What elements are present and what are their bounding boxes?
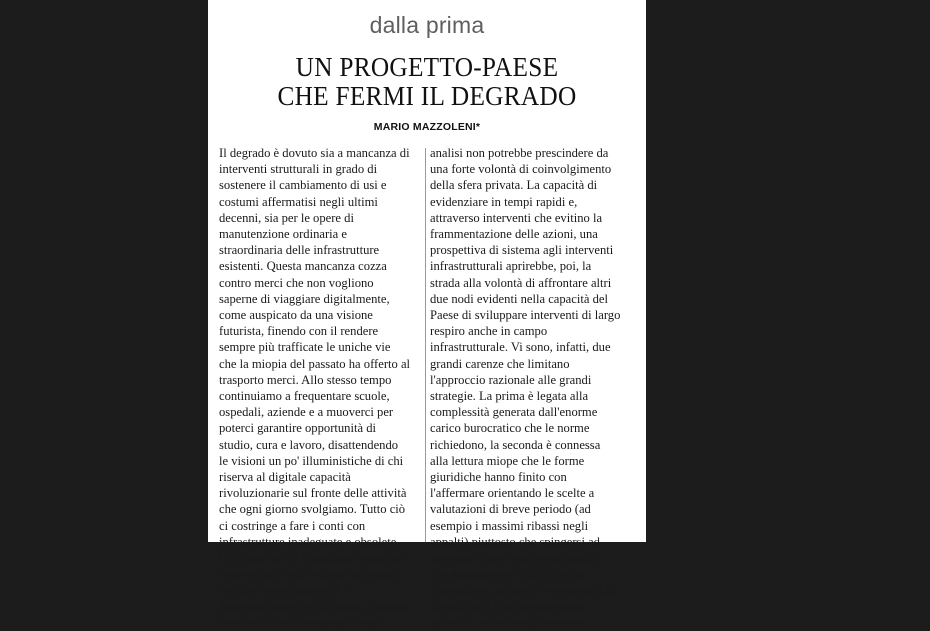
article-text-line: scenario, la cui complessità non [219,615,380,630]
newspaper-page [208,0,646,630]
article-text-line: Paese di sviluppare interventi di largo [430,308,621,323]
article-text-line: due nodi evidenti nella capacità del [430,291,608,306]
article-text-line: Il degrado è dovuto sia a mancanza di [219,146,410,160]
section-kicker: dalla prima [369,12,485,38]
article-text-line: sempre più trafficate le uniche vie [219,340,391,355]
article-text-line: grandi carenze che limitano [430,356,570,371]
article-text-line: evidenziare in tempi rapidi e, [430,194,578,209]
article-text-line: valutazioni di breve periodo (ad [430,502,591,517]
byline: MARIO MAZZOLENI* [373,121,481,133]
article-text-line: giuridiche hanno finito con [430,470,567,485]
article-text-line: saperne di viaggiare digitalmente, [219,291,390,306]
article-text-line: l'approccio razionale alle grandi [430,372,592,387]
article-text-line: come auspicato da una visione [219,308,373,323]
article-text-line: contro merci che non vogliono [219,275,374,290]
article-text-line: una forte volontà di coinvolgimento [430,162,612,177]
headline-line: UN PROGETTO-PAESE [295,51,559,82]
article-column-right [430,145,636,631]
article-text-line: richiedono, la seconda è connessa [430,437,601,452]
article-text-line: crepe sempre più evidenti o, peggio, [219,567,402,582]
article-text-line: infrastrutture inadeguate e obsolete. [219,534,400,549]
article-text-line: strategie. La prima è legata alla [430,389,589,404]
article-text-line: esempio i massimi ribassi negli [430,518,589,533]
article-text-line: assegnare opere attraverso analisi [430,551,599,566]
article-text-line: straordinaria delle infrastrutture [219,243,380,258]
article-text-line: Le strade su cui viaggiamo mostrano [219,551,405,566]
article-text-line: appalti) piuttosto che spingersi ad [430,534,600,549]
article-text-line: infrastrutturali aprirebbe, poi, la [430,259,592,274]
article-text-line: ci costringe a fare i conti con [219,518,366,533]
article-text-line: complessità generata dall'enorme [430,405,598,420]
article-text-line: l'affermare orientando le scelte a [430,486,595,501]
article-text-line: che la miopia del passato ha offerto al [219,356,411,371]
article-text-line: che garantissero efficacia della [430,567,586,582]
article-text-line: studio, cura e lavoro, disattendendo [219,437,399,452]
article-text-line: costumi affermatisi negli ultimi [219,194,378,209]
headline-line: CHE FERMI IL DEGRADO [277,80,577,111]
article-text-line: riserva al digitale capacità [219,470,351,485]
article-text-line: drammaticamente. Di fronte a questo [219,599,407,614]
article-text-line: analisi non potrebbe prescindere da [430,146,609,160]
article-text-line: sostenere il cambiamento di usi e [219,178,387,193]
article-text-line: continuiamo a frequentare scuole, [219,389,390,404]
article-text-line: interventi strutturali in grado di [219,162,378,177]
article-text-line: carico burocratico che le norme [430,421,590,436]
article-text-line: frammentazione delle azioni, una [430,227,598,242]
column-divider [425,148,426,542]
article-text-line: diretta nella loro manutenzione. [430,599,591,614]
article-text-line: trasporto merci. Allo stesso tempo [219,372,392,387]
article-text-line: alla lettura miope che le forme [430,453,585,468]
article-column-left [219,145,419,631]
article-text-line: prospettiva di sistema agli interventi [430,243,614,258]
article-text-line: le visioni un po' illuministiche di chi [219,453,404,468]
article-text-line: manutenzione ordinaria e [219,227,347,242]
article-text-line: strada alla volontà di affrontare altri [430,275,612,290]
article-text-line: ospedali, aziende e a muoverci per [219,405,394,420]
article-text-line: futurista, finendo con il rendere [219,324,379,339]
article-text-line: rivoluzionarie sul fronte delle attività [219,486,407,501]
article-text-line: costruzione, ma anche responsabilità [430,583,616,598]
article-text-line: poterci garantire opportunità di [219,421,377,436]
article-text-line: esistenti. Questa mancanza cozza [219,259,387,274]
article-text-line: crollano repentinamente e [219,583,350,598]
article-text-line: che ogni giorno svolgiamo. Tutto ciò [219,502,406,517]
article-text-line: respiro anche in campo [430,324,548,339]
article-text-line: decenni, sia per le opere di [219,210,354,225]
article-text-line: Infine, in relazione all'enorme [430,615,582,630]
article-text-line: attraverso interventi che evitino la [430,210,603,225]
headline [226,52,629,110]
article-text-line: infrastrutturale. Vi sono, infatti, due [430,340,611,355]
article-text-line: della sfera privata. La capacità di [430,178,598,193]
